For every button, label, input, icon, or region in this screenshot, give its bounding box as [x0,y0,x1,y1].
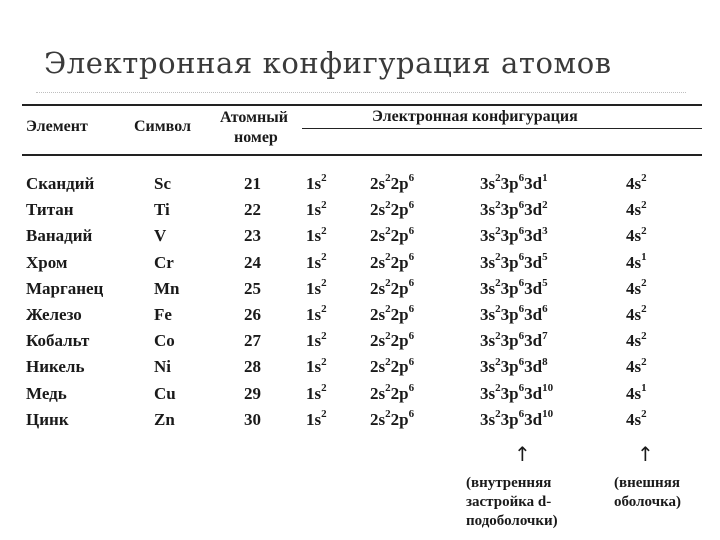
shell-4-cell [626,250,647,273]
shell-1-cell-text: 1s [306,331,322,351]
shell-4-cell [626,279,647,299]
atomic-number-cell-text: 22 [244,200,261,220]
symbol-cell-text: Mn [154,278,180,298]
shell-3-cell-exponent: 6 [518,198,525,211]
shell-3-cell-text: 3p [500,252,519,272]
shell-3-cell [480,279,548,299]
shell-1-cell [306,279,327,299]
header-bottom-rule [22,154,702,156]
symbol-cell [154,279,180,299]
shell-1-cell-text: 1s [306,226,322,246]
atomic-number-cell-text: 26 [244,305,261,324]
shell-1-cell [306,174,327,194]
shell-3-cell-text: 3d [524,383,543,403]
shell-4-cell [626,174,647,194]
shell-3-cell-exponent: 6 [518,381,525,394]
shell-4-cell [626,357,647,377]
shell-2-cell [370,305,414,325]
shell-3-cell-text: 3s [480,383,496,403]
symbol-cell [154,226,166,246]
atomic-number-cell-text: 24 [244,252,261,272]
shell-3-cell-exponent: 6 [518,355,525,368]
shell-2-cell-text: 2s [370,357,386,377]
element-name-cell [26,174,94,194]
shell-4-cell-text: 4s [626,383,642,403]
shell-4-cell-exponent: 2 [641,277,647,290]
shell-3-cell-text: 3s [480,357,496,377]
shell-2-cell-exponent: 6 [408,303,415,316]
up-arrow-icon: ↑ [514,442,531,466]
shell-3-cell-text: 3s [480,200,496,220]
shell-2-cell [370,200,414,220]
header-symbol: Символ [134,118,191,135]
shell-3-cell [480,226,548,246]
shell-1-cell [306,357,327,377]
shell-2-cell-exponent: 2 [385,172,391,185]
shell-2-cell-exponent: 6 [408,381,415,394]
symbol-cell [154,357,171,377]
shell-3-cell-exponent: 2 [495,303,501,316]
shell-3-cell-text: 3d [524,174,543,193]
shell-3-cell-text: 3d [524,305,543,324]
symbol-cell-text: Fe [154,305,172,324]
element-name-cell-text: Железо [26,305,82,324]
shell-1-cell [306,410,327,430]
shell-1-cell [306,305,327,325]
shell-3-cell-text: 3d [524,226,543,246]
atomic-number-cell-text: 29 [244,383,261,403]
shell-4-cell-exponent: 2 [641,303,647,316]
shell-2-cell-exponent: 2 [385,381,391,394]
shell-2-cell-exponent: 6 [408,329,415,342]
element-name-cell [26,357,84,377]
shell-4-cell-text: 4s [626,305,642,324]
shell-2-cell-exponent: 6 [408,224,415,237]
shell-2-cell [370,381,415,404]
shell-3-cell-text: 3d [524,252,543,272]
shell-2-cell [370,226,414,246]
shell-3-cell-exponent: 1 [542,172,548,185]
shell-4-cell-text: 4s [626,357,642,377]
shell-3-cell [480,200,548,220]
element-name-cell-text: Хром [26,252,68,272]
inner-note-line-3: подоболочки) [466,513,558,529]
shell-4-cell-exponent: 2 [641,224,647,237]
shell-4-cell-text: 4s [626,331,642,351]
shell-3-cell-text: 3d [524,278,543,298]
shell-2-cell-exponent: 6 [408,408,415,421]
shell-3-cell-exponent: 10 [542,408,554,421]
up-arrow-icon: ↑ [637,442,654,466]
shell-4-cell-text: 4s [626,278,642,298]
shell-2-cell-text: 2s [370,409,386,429]
outer-shell-note [614,474,681,512]
shell-2-cell [370,174,414,194]
shell-2-cell-text: 2p [390,305,409,324]
shell-2-cell-exponent: 6 [408,172,415,185]
shell-1-cell-exponent: 2 [321,198,327,211]
atomic-number-cell-text: 21 [244,174,261,193]
shell-3-cell-exponent: 2 [495,250,501,263]
shell-2-cell-text: 2p [390,226,409,246]
shell-3-cell-exponent: 3 [542,224,548,237]
symbol-cell-text: Ni [154,357,171,377]
shell-2-cell-text: 2s [370,383,386,403]
shell-3-cell-exponent: 6 [518,329,525,342]
shell-3-cell-exponent: 2 [495,408,501,421]
shell-4-cell-text: 4s [626,252,642,272]
shell-2-cell [370,250,415,273]
shell-2-cell-exponent: 6 [408,355,415,368]
inner-note-line-1: (внутренняя [466,475,552,491]
outer-note-line-2: оболочка) [614,494,682,510]
atomic-number-cell [244,384,261,404]
shell-2-cell-exponent: 6 [408,198,415,211]
shell-3-cell-text: 3p [500,174,519,193]
symbol-cell-text: Sc [154,174,171,193]
element-name-cell [26,331,89,351]
shell-4-cell-text: 4s [626,226,642,246]
shell-3-cell-text: 3s [480,252,496,272]
shell-2-cell-exponent: 2 [385,277,391,290]
shell-1-cell [306,381,327,404]
header-element: Элемент [26,118,88,135]
symbol-cell [154,253,174,273]
shell-2-cell-text: 2s [370,200,386,220]
atomic-number-cell-text: 25 [244,278,261,298]
shell-4-cell-exponent: 2 [641,198,647,211]
shell-2-cell [370,279,414,299]
shell-3-cell-text: 3p [500,226,519,246]
shell-3-cell-exponent: 5 [542,250,548,263]
shell-2-cell-exponent: 6 [408,277,415,290]
shell-1-cell-text: 1s [306,357,322,377]
shell-4-cell [626,381,647,404]
atomic-number-cell-text: 28 [244,357,261,377]
shell-1-cell-exponent: 2 [321,303,327,316]
shell-3-cell [480,357,548,377]
shell-1-cell-text: 1s [306,174,322,193]
shell-2-cell-text: 2p [390,200,409,220]
shell-3-cell-text: 3p [500,200,519,220]
shell-3-cell-text: 3d [524,200,543,220]
shell-3-cell-exponent: 6 [518,277,525,290]
shell-3-cell [480,410,553,430]
shell-1-cell-text: 1s [306,278,322,298]
element-name-cell [26,410,69,430]
shell-3-cell [480,331,548,351]
shell-3-cell-text: 3p [500,278,519,298]
shell-4-cell-exponent: 1 [641,381,647,394]
shell-1-cell-exponent: 2 [321,408,327,421]
atomic-number-cell [244,279,261,299]
shell-2-cell-exponent: 2 [385,355,391,368]
shell-3-cell-exponent: 2 [495,198,501,211]
shell-4-cell [626,331,647,351]
outer-note-line-1: (внешняя [614,475,680,491]
shell-4-cell-exponent: 2 [641,329,647,342]
shell-1-cell-exponent: 2 [321,172,327,185]
symbol-cell [154,305,172,325]
shell-1-cell [306,200,327,220]
shell-2-cell-exponent: 2 [385,224,391,237]
shell-3-cell-text: 3s [480,331,496,351]
atomic-number-cell-text: 23 [244,226,261,246]
element-name-cell-text: Титан [26,200,74,220]
shell-1-cell-exponent: 2 [321,381,327,394]
atomic-number-cell [244,410,261,430]
element-name-cell [26,200,74,220]
symbol-cell [154,384,176,404]
shell-3-cell-exponent: 2 [495,172,501,185]
shell-4-cell-exponent: 2 [641,172,647,185]
element-name-cell-text: Никель [26,357,85,377]
element-name-cell [26,305,82,325]
shell-3-cell-text: 3s [480,409,496,429]
element-name-cell-text: Скандий [26,174,95,193]
shell-4-cell-exponent: 2 [641,355,647,368]
shell-3-cell-exponent: 6 [518,172,525,185]
element-name-cell [26,384,67,404]
shell-4-cell [626,200,647,220]
header-atomic-number-line1: Атомный [220,109,288,126]
atomic-number-cell [244,305,261,325]
symbol-cell-text: Zn [154,409,175,429]
shell-1-cell [306,250,327,273]
shell-3-cell-exponent: 6 [518,224,525,237]
shell-3-cell-text: 3p [500,409,519,429]
symbol-cell-text: Co [154,331,175,351]
shell-3-cell-text: 3p [500,331,519,351]
shell-1-cell [306,331,327,351]
shell-2-cell-text: 2p [390,331,409,351]
shell-1-cell-text: 1s [306,305,322,324]
shell-2-cell-exponent: 2 [385,250,391,263]
shell-3-cell-text: 3d [524,409,543,429]
electron-configuration-table [14,96,706,540]
element-name-cell-text: Марганец [26,278,104,298]
symbol-cell-text: Cr [154,252,174,272]
shell-4-cell-text: 4s [626,200,642,220]
shell-3-cell-exponent: 5 [542,277,548,290]
shell-3-cell-exponent: 8 [542,355,548,368]
shell-2-cell-text: 2s [370,278,386,298]
shell-4-cell [626,226,647,246]
shell-3-cell-exponent: 10 [542,381,554,394]
shell-1-cell-text: 1s [306,409,322,429]
shell-1-cell-exponent: 2 [321,224,327,237]
shell-1-cell-exponent: 2 [321,277,327,290]
shell-3-cell [480,305,548,325]
shell-4-cell-exponent: 2 [641,408,647,421]
shell-2-cell-text: 2s [370,252,386,272]
shell-3-cell-text: 3s [480,278,496,298]
symbol-cell [154,200,170,220]
atomic-number-cell-text: 27 [244,331,261,351]
shell-3-cell-exponent: 6 [518,250,525,263]
shell-4-cell [626,410,647,430]
shell-3-cell [480,381,554,404]
shell-4-cell-text: 4s [626,174,642,193]
header-atomic-number-line2: номер [234,129,278,146]
symbol-cell-text: Cu [154,383,176,403]
shell-3-cell-exponent: 6 [518,303,525,316]
shell-4-cell-exponent: 1 [641,250,647,263]
element-name-cell [26,279,103,299]
shell-3-cell-exponent: 6 [518,408,525,421]
shell-2-cell-exponent: 6 [408,250,415,263]
inner-note-line-2: застройка d- [466,494,552,510]
symbol-cell [154,331,175,351]
shell-1-cell-text: 1s [306,200,322,220]
shell-2-cell-text: 2p [390,357,409,377]
shell-3-cell-exponent: 2 [542,198,548,211]
symbol-cell [154,410,175,430]
header-configuration: Электронная конфигурация [372,108,578,125]
page-title: Электронная конфигурация атомов [44,46,612,80]
table-top-rule [22,104,702,106]
shell-3-cell-exponent: 6 [542,303,548,316]
symbol-cell-text: V [154,226,167,246]
shell-2-cell-exponent: 2 [385,198,391,211]
shell-3-cell-text: 3s [480,174,496,193]
shell-1-cell-exponent: 2 [321,329,327,342]
configuration-header-rule [302,128,702,129]
element-name-cell [26,253,68,273]
shell-3-cell-text: 3d [524,357,543,377]
shell-2-cell-text: 2p [390,252,409,272]
element-name-cell-text: Цинк [26,409,69,429]
inner-shell-note [466,474,558,531]
symbol-cell [154,174,171,194]
shell-2-cell-text: 2p [390,174,409,193]
shell-3-cell-exponent: 2 [495,381,501,394]
element-name-cell-text: Ванадий [26,226,93,246]
shell-3-cell-exponent: 2 [495,224,501,237]
shell-2-cell-exponent: 2 [385,329,391,342]
shell-2-cell-text: 2p [390,278,409,298]
shell-3-cell [480,174,548,194]
shell-3-cell-exponent: 2 [495,355,501,368]
shell-3-cell-text: 3d [524,331,543,351]
shell-3-cell-text: 3p [500,357,519,377]
shell-2-cell-exponent: 2 [385,408,391,421]
title-divider [36,92,686,93]
shell-3-cell-exponent: 2 [495,329,501,342]
atomic-number-cell [244,253,261,273]
atomic-number-cell [244,200,261,220]
shell-3-cell-text: 3p [500,383,519,403]
shell-2-cell-exponent: 2 [385,303,391,316]
shell-3-cell-text: 3s [480,305,496,324]
shell-4-cell [626,305,647,325]
shell-1-cell-text: 1s [306,252,322,272]
shell-2-cell-text: 2s [370,331,386,351]
shell-1-cell-text: 1s [306,383,322,403]
element-name-cell [26,226,92,246]
shell-1-cell-exponent: 2 [321,250,327,263]
element-name-cell-text: Кобальт [26,331,90,351]
shell-2-cell-text: 2s [370,305,386,324]
element-name-cell-text: Медь [26,383,67,403]
shell-2-cell [370,357,414,377]
atomic-number-cell [244,226,261,246]
shell-2-cell-text: 2s [370,226,386,246]
shell-2-cell [370,410,414,430]
shell-3-cell [480,250,548,273]
shell-2-cell-text: 2p [390,383,409,403]
atomic-number-cell [244,174,261,194]
shell-2-cell [370,331,414,351]
atomic-number-cell-text: 30 [244,409,261,429]
shell-2-cell-text: 2p [390,409,409,429]
symbol-cell-text: Ti [154,200,170,220]
shell-3-cell-exponent: 7 [542,329,548,342]
shell-3-cell-text: 3p [500,305,519,324]
shell-4-cell-text: 4s [626,409,642,429]
shell-3-cell-text: 3s [480,226,496,246]
shell-2-cell-text: 2s [370,174,386,193]
shell-3-cell-exponent: 2 [495,277,501,290]
atomic-number-cell [244,357,261,377]
shell-1-cell-exponent: 2 [321,355,327,368]
atomic-number-cell [244,331,261,351]
shell-1-cell [306,226,327,246]
